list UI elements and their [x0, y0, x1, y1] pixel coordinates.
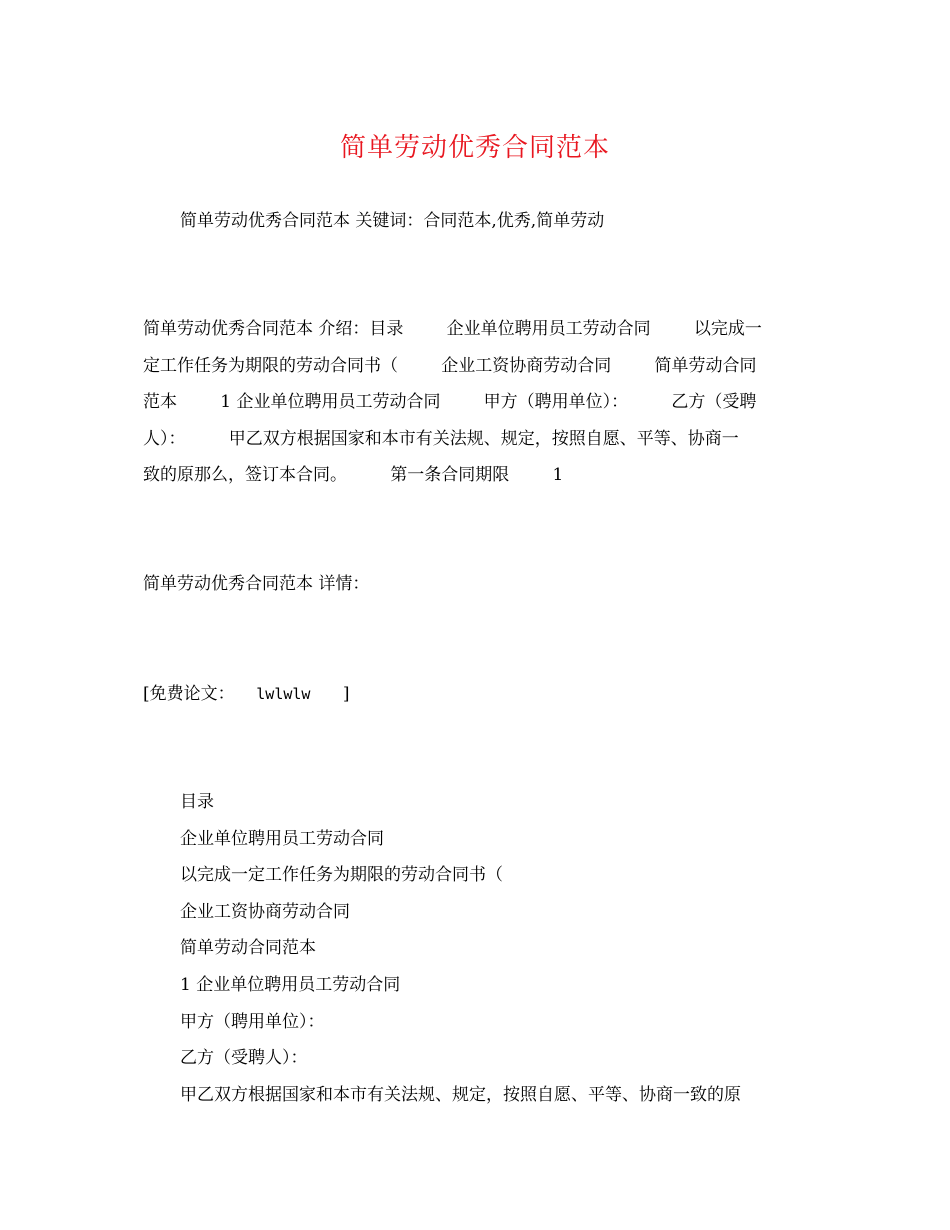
intro-line: 人）： 甲乙双方根据国家和本市有关法规、规定，按照自愿、平等、协商一	[143, 428, 739, 449]
toc-item: 甲乙双方根据国家和本市有关法规、规定，按照自愿、平等、协商一致的原	[180, 1084, 741, 1105]
free-paper-note	[143, 677, 350, 711]
details-label: 简单劳动优秀合同范本 详情：	[143, 574, 370, 594]
intro-line: 范本 1 企业单位聘用员工劳动合同 甲方（聘用单位）： 乙方（受聘	[143, 392, 757, 412]
free-paper-site: lwlwlw	[256, 685, 311, 703]
free-paper-close: ]	[342, 684, 350, 704]
keywords-line: 简单劳动优秀合同范本 关键词：合同范本,优秀,简单劳动	[180, 211, 605, 231]
document-title: 简单劳动优秀合同范本	[339, 133, 610, 163]
toc-item: 企业单位聘用员工劳动合同	[180, 828, 384, 849]
toc-item: 企业工资协商劳动合同	[180, 901, 350, 922]
toc-item: 甲方（聘用单位）：	[180, 1011, 325, 1032]
intro-line: 致的原那么，签订本合同。 第一条合同期限 1	[143, 465, 564, 485]
intro-line: 定工作任务为期限的劳动合同书（ 企业工资协商劳动合同 简单劳动合同	[143, 355, 757, 376]
intro-paragraph	[143, 311, 808, 494]
toc-item: 以完成一定工作任务为期限的劳动合同书（	[180, 865, 503, 886]
table-of-contents	[180, 784, 820, 1113]
toc-item: 目录	[180, 792, 214, 812]
toc-item: 简单劳动合同范本	[180, 938, 316, 959]
toc-item: 1 企业单位聘用员工劳动合同	[180, 974, 401, 995]
intro-line: 简单劳动优秀合同范本 介绍：目录 企业单位聘用员工劳动合同 以完成一	[143, 319, 762, 339]
toc-item: 乙方（受聘人）：	[180, 1048, 308, 1069]
free-paper-open: [免费论文：	[143, 684, 235, 704]
